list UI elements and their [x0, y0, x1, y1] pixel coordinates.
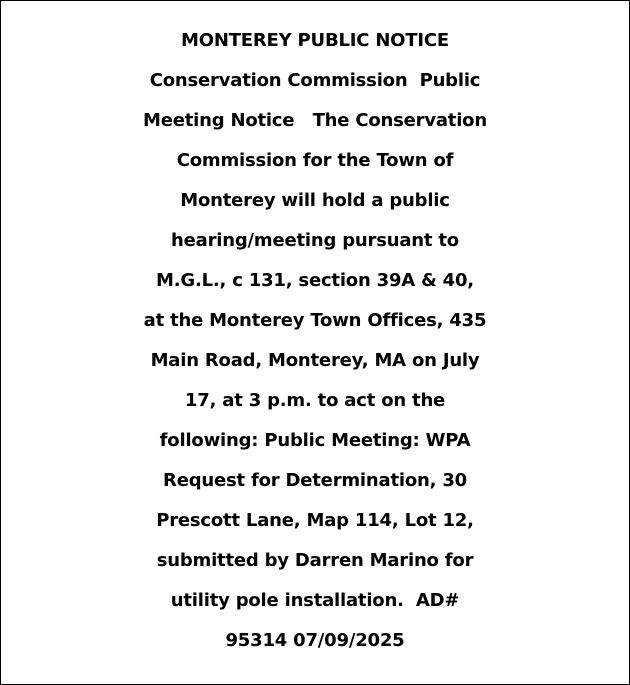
- notice-line: MONTEREY PUBLIC NOTICE: [181, 30, 449, 51]
- notice-line: Request for Determination, 30: [163, 470, 467, 491]
- notice-line: following: Public Meeting: WPA: [159, 430, 471, 451]
- notice-line: utility pole installation. AD#: [170, 590, 460, 611]
- notice-line: Monterey will hold a public: [180, 190, 450, 211]
- notice-line: 95314 07/09/2025: [225, 630, 405, 651]
- notice-line: at the Monterey Town Offices, 435: [143, 310, 487, 331]
- notice-line: Conservation Commission Public: [149, 70, 481, 91]
- notice-line: Meeting Notice The Conservation: [143, 110, 487, 131]
- notice-line: 17, at 3 p.m. to act on the: [184, 390, 446, 411]
- notice-line: hearing/meeting pursuant to: [171, 230, 459, 251]
- notice-line: M.G.L., c 131, section 39A & 40,: [156, 270, 474, 291]
- notice-line: submitted by Darren Marino for: [156, 550, 474, 571]
- notice-line: Main Road, Monterey, MA on July: [150, 350, 480, 371]
- notice-line: Commission for the Town of: [176, 150, 454, 171]
- notice-text: [1, 21, 629, 661]
- notice-line: Prescott Lane, Map 114, Lot 12,: [156, 510, 474, 531]
